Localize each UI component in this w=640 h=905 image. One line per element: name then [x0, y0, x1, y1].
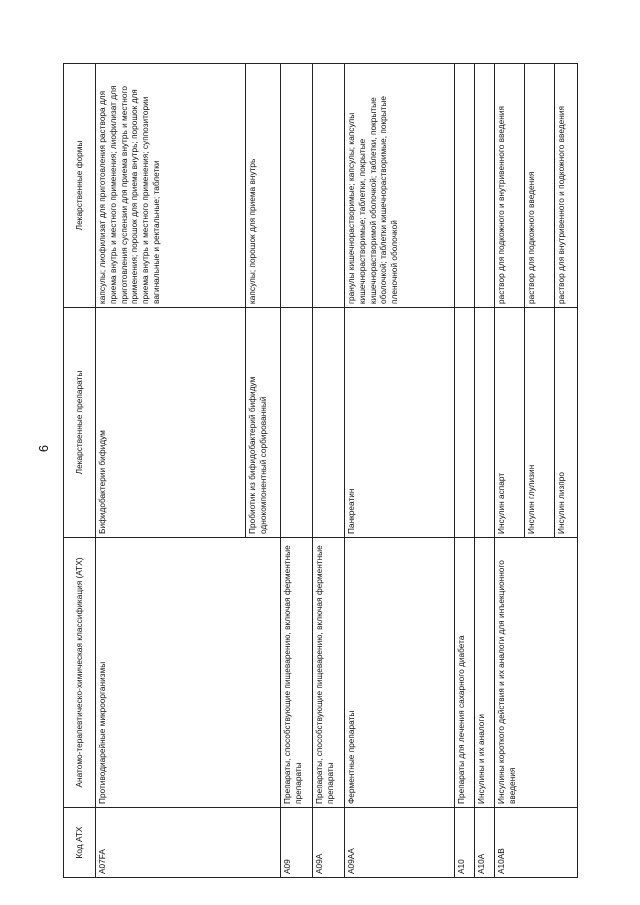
forms-cell: раствор для подкожного введения	[525, 64, 555, 308]
header-code: Код АТХ	[64, 808, 96, 878]
forms-cell	[475, 64, 495, 308]
atc-cell: Препараты, способствующие пищеварению, включая ферментные препараты	[281, 538, 313, 808]
code-cell: A07FA	[96, 808, 281, 878]
forms-cell: гранулы кишечнорастворимые; капсулы; капсулы кишечнорастворимые; таблетки, покрытые кишечнорастворимой оболочкой; таблетки, покрытые оболочкой; таблетки кишечнорастворимые, покрытые пленочной оболочкой	[345, 64, 455, 308]
drug-cell	[281, 308, 313, 538]
table-row	[281, 64, 313, 878]
table-row	[345, 64, 455, 878]
code-cell: A09	[281, 808, 313, 878]
forms-cell: раствор для внутривенного и подкожного введения	[555, 64, 578, 308]
header-atc: Анатомо-терапевтическо-химическая классификация (АТХ)	[64, 538, 96, 808]
drug-cell: Инсулин глулизин	[525, 308, 555, 538]
table-row	[313, 64, 345, 878]
drug-cell	[455, 308, 475, 538]
drug-cell: Панкреатин	[345, 308, 455, 538]
table-row	[455, 64, 475, 878]
atc-cell: Инсулины и их аналоги	[475, 538, 495, 808]
header-forms: Лекарственные формы	[64, 64, 96, 308]
atc-cell: Инсулины короткого действия и их аналоги для инъекционного введения	[495, 538, 578, 808]
forms-cell	[281, 64, 313, 308]
drug-cell: Бифидобактерии бифидум	[96, 308, 246, 538]
atc-cell: Ферментные препараты	[345, 538, 455, 808]
atc-cell: Препараты для лечения сахарного диабета	[455, 538, 475, 808]
forms-cell	[313, 64, 345, 308]
rotated-table-container	[63, 64, 578, 878]
page-number: 6	[36, 444, 52, 453]
drug-cell: Инсулин лизпро	[555, 308, 578, 538]
table-row	[495, 64, 525, 878]
code-cell: A10A	[475, 808, 495, 878]
drug-cell	[313, 308, 345, 538]
forms-cell: раствор для подкожного и внутривенного введения	[495, 64, 525, 308]
table-row	[96, 64, 246, 878]
drug-cell: Инсулин аспарт	[495, 308, 525, 538]
table-row	[475, 64, 495, 878]
forms-cell	[455, 64, 475, 308]
forms-cell: капсулы; лиофилизат для приготовления раствора для приема внутрь и местного применения; лиофилизат для приготовления суспензии для приема внутрь и местного применения; порошок для приема внутрь; порошок для приема внутрь и местного применения; суппозитории вагинальные и ректальные; таблетки	[96, 64, 246, 308]
code-cell: A09A	[313, 808, 345, 878]
drug-table	[63, 63, 578, 878]
header-drugs: Лекарственные препараты	[64, 308, 96, 538]
drug-cell: Пробиотик из бифидобактерий бифидум однокомпонентный сорбированный	[246, 308, 281, 538]
table-header-row	[64, 64, 96, 878]
atc-cell: Противодиарейные микроорганизмы	[96, 538, 281, 808]
code-cell: A10AB	[495, 808, 578, 878]
code-cell: A10	[455, 808, 475, 878]
drug-cell	[475, 308, 495, 538]
forms-cell: капсулы; порошок для приема внутрь	[246, 64, 281, 308]
atc-cell: Препараты, способствующие пищеварению, включая ферментные препараты	[313, 538, 345, 808]
code-cell: A09AA	[345, 808, 455, 878]
